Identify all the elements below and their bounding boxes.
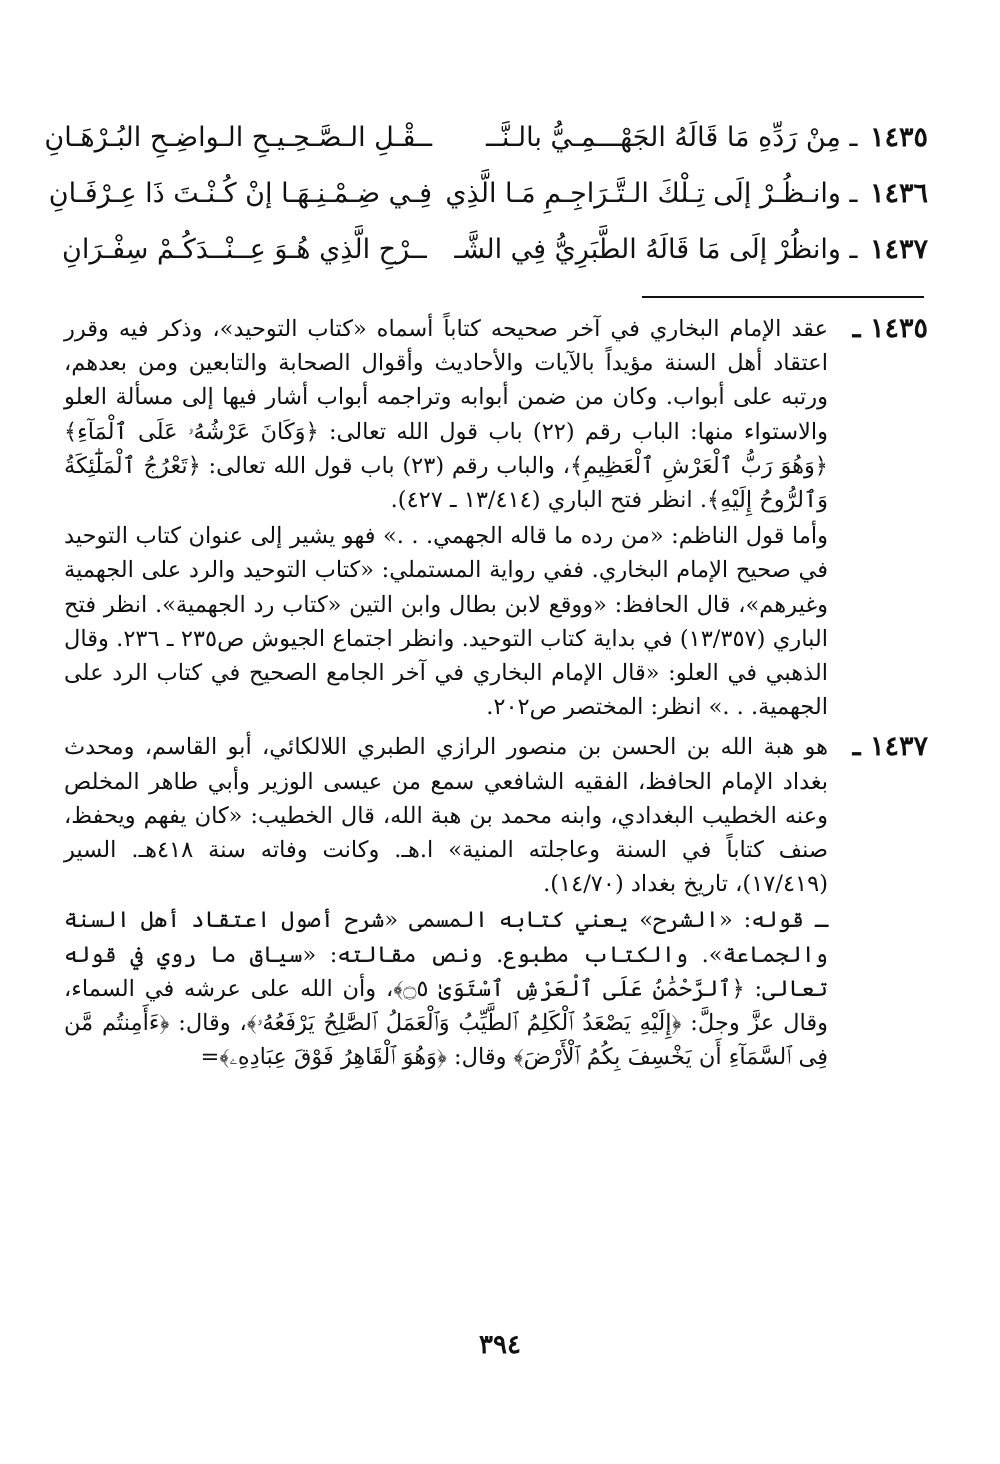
verse-first-text: وانظُرْ إلَى مَا قَالَهُ الطَّبَرِيُّ فِي الشَّـ [454, 234, 841, 265]
poem-verses [44, 110, 928, 278]
verse-first-hemistich: ١٤٣٧ ـ وانظُرْ إلَى مَا قَالَهُ الطَّبَرِيُّ فِي الشَّـ [454, 234, 928, 265]
verse-first-hemistich: ١٤٣٥ ـ مِنْ رَدِّهِ مَا قَالَهُ الجَهْـــمِـيُّ بالـنَّــ [486, 122, 928, 153]
note-body [64, 730, 828, 1076]
footnote-divider [642, 296, 924, 298]
verse-first-text: وانـظُـرْ إلَى تِـلْكَ الـتَّـرَاجِـمِ مَـا الَّذِي [445, 178, 841, 209]
note-1435 [64, 312, 928, 726]
note-paragraph: عقد الإمام البخاري في آخر صحيحه كتاباً أسماه «كتاب التوحيد»، وذكر فيه وقرر اعتقاد أهل السنة مؤيداً بالآيات والأحاديث وأقوال الصحابة والتابعين ومن بعدهم، ورتبه على أبواب. وكان من ضمن أبوابه وتراجمه أبواب أشار فيها إلى مسألة العلو والاستواء منها: الباب رقم (٢٢) باب قول الله تعالى: ﴿وَكَانَ عَرْشُهُۥ عَلَى ٱلْمَآءِ﴾ ﴿وَهُوَ رَبُّ ٱلْعَرْشِ ٱلْعَظِيمِ﴾، والباب رقم (٢٣) باب قول الله تعالى: ﴿تَعْرُجُ ٱلْمَلَٰٓئِكَةُ وَٱلرُّوحُ إِلَيْهِ﴾. انظر فتح الباري (١٣/٤١٤ ـ ٤٢٧). [64, 316, 828, 514]
note-body [64, 312, 828, 726]
verse-second-hemistich: ــقْـلِ الـصَّـحِـيـحِ الـواضِـحِ البُـرْهَـانِ [44, 122, 432, 153]
verse-second-hemistich: فِـي ضِـمْـنِـهَـا إنْ كُـنْـتَ ذَا عِـرْفَـانِ [48, 178, 432, 209]
verse-first-hemistich: ١٤٣٦ ـ وانـظُـرْ إلَى تِـلْكَ الـتَّـرَاجِـمِ مَـا الَّذِي [445, 178, 928, 209]
note-number: ١٤٣٧ ـ [852, 731, 928, 763]
verse-number: ١٤٣٧ [869, 234, 928, 265]
page-number: ٣٩٤ [479, 1330, 521, 1360]
verse-line [62, 222, 928, 278]
note-1437 [64, 730, 928, 1076]
verse-number: ١٤٣٦ [869, 178, 928, 209]
verse-second-hemistich: ــرْحِ الَّذِي هُـوَ عِــنْــدَكُـمْ سِفْـرَانِ [62, 234, 427, 265]
note-paragraph: وأما قول الناظم: «من رده ما قاله الجهمي. . .» فهو يشير إلى عنوان كتاب التوحيد في صحيح الإمام البخاري. ففي رواية المستملي: «كتاب التوحيد والرد على الجهمية وغيرهم»، قال الحافظ: «ووقع لابن بطال وابن التين «كتاب رد الجهمية». انظر فتح الباري (١٣/٣٥٧) في بداية كتاب التوحيد. وانظر اجتماع الجيوش ص٢٣٥ ـ ٢٣٦. وقال الذهبي في العلو: «قال الإمام البخاري في آخر الجامع الصحيح في كتاب الرد على الجهمية. . .» انظر: المختصر ص٢٠٢. [64, 523, 828, 721]
verse-line [48, 166, 928, 222]
verse-number: ١٤٣٥ [869, 122, 928, 153]
note-paragraph: هو هبة الله بن الحسن بن منصور الرازي الطبري اللالكائي، أبو القاسم، ومحدث بغداد الإمام الحافظ، الفقيه الشافعي سمع من عيسى الوزير وأبي طاهر المخلص وعنه الخطيب البغدادي، وابنه محمد بن هبة الله، قال الخطيب: «كان يفهم ويحفظ، صنف كتاباً في السنة وعاجلته المنية» ا.هـ. وكانت وفاته سنة ٤١٨هـ. السير (١٧/٤١٩)، تاريخ بغداد (١٤/٧٠). [64, 734, 828, 898]
note-paragraph: ـ قوله: «الشرح» يعني كتابه المسمى «شرح أصول اعتقاد أهل السنة والجماعة». والكتاب مطبوع. ونص مقالته: «سياق ما روي في قوله تعالى: ﴿ٱلرَّحْمَٰنُ عَلَى ٱلْعَرْشِ ٱسْتَوَىٰ ۝٥﴾، وأن الله على عرشه في السماء، وقال عزَّ وجلَّ: ﴿إِلَيْهِ يَصْعَدُ ٱلْكَلِمُ ٱلطَّيِّبُ وَٱلْعَمَلُ ٱلصَّٰلِحُ يَرْفَعُهُۥ﴾، وقال: ﴿ءَأَمِنتُم مَّن فِى ٱلسَّمَآءِ أَن يَخْسِفَ بِكُمُ ٱلْأَرْضَ﴾ وقال: ﴿وَهُوَ ٱلْقَاهِرُ فَوْقَ عِبَادِهِۦ﴾= [64, 907, 828, 1071]
verse-first-text: مِنْ رَدِّهِ مَا قَالَهُ الجَهْـــمِـيُّ بالـنَّــ [486, 122, 841, 153]
note-number: ١٤٣٥ ـ [852, 313, 928, 344]
commentary-notes [64, 312, 928, 1080]
verse-line [44, 110, 928, 166]
